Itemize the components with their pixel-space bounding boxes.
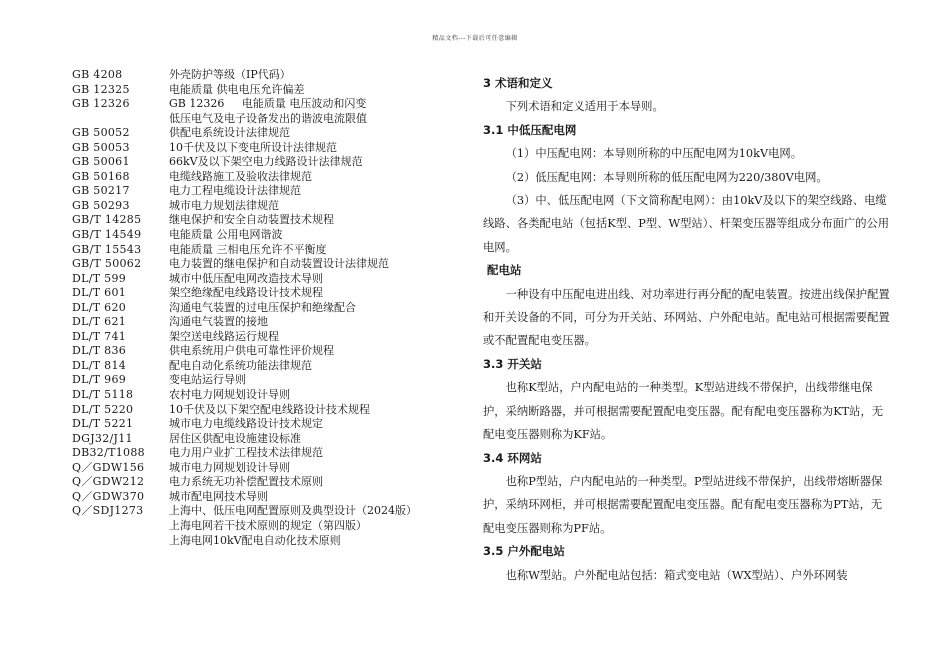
standard-code — [72, 534, 169, 549]
paragraph: 也称W型站。户外配电站包括：箱式变电站（WX型站）、户外环网装 — [505, 568, 848, 582]
standards-list — [72, 68, 462, 548]
standard-title: 上海电网若干技术原则的规定（第四版） — [169, 518, 367, 532]
standard-title: 城市电力规划法律规范 — [169, 198, 279, 212]
standard-row — [72, 330, 462, 345]
standard-title: 架空绝缘配电线路设计技术规程 — [169, 286, 323, 300]
standard-row — [72, 446, 462, 461]
standard-code: DL/T 741 — [72, 329, 127, 343]
standard-row — [72, 243, 462, 258]
standard-code: GB 12326 — [72, 97, 130, 111]
standard-title: 电力工程电缆设计法律规范 — [169, 184, 301, 198]
standard-code: Q／GDW370 — [72, 489, 145, 503]
section-heading: 3.5 户外配电站 — [483, 544, 565, 559]
standard-row — [72, 359, 462, 374]
standard-title: 电力装置的继电保护和自动装置设计法律规范 — [169, 257, 389, 271]
standard-code: Q／GDW156 — [72, 460, 145, 474]
standard-code: Q／SDJ1273 — [72, 504, 144, 518]
page-header: 精品文档---下载后可任意编辑 — [432, 35, 518, 42]
standard-row — [72, 388, 462, 403]
standard-code — [72, 519, 169, 534]
standard-title: 变电站运行导则 — [169, 373, 246, 387]
standard-title: 上海中、低压电网配置原则及典型设计（2024版） — [169, 504, 417, 518]
standard-code: GB 50053 — [72, 140, 130, 154]
standard-title: 供电系统用户供电可靠性评价规程 — [169, 344, 334, 358]
standard-code: GB/T 14285 — [72, 213, 142, 227]
standard-code: DL/T 601 — [72, 286, 127, 300]
standard-title: 城市电力电缆线路设计技术规定 — [169, 417, 323, 431]
standard-row — [72, 272, 462, 287]
standard-title: 10千伏及以下变电所设计法律规范 — [169, 140, 337, 154]
paragraph: （3）中、低压配电网（下文简称配电网）：由10kV及以下的架空线路、电缆线路、各类配电站（包括K型、P型、W型站）、杆架变压器等组成分布面广的公用电网。 — [483, 194, 890, 254]
standard-row — [72, 112, 462, 127]
standard-code: DL/T 814 — [72, 358, 127, 372]
standard-code: GB 50052 — [72, 126, 130, 140]
standard-title: 电力系统无功补偿配置技术原则 — [169, 475, 323, 489]
paragraph: （1）中压配电网：本导则所称的中压配电网为10kV电网。 — [505, 147, 802, 161]
standard-code: GB/T 50062 — [72, 257, 142, 271]
standard-code: GB 50293 — [72, 198, 130, 212]
standard-code: DL/T 969 — [72, 373, 127, 387]
paragraph: 下列术语和定义适用于本导则。 — [505, 100, 664, 114]
section-heading: 3.3 开关站 — [483, 356, 542, 371]
standard-title: 继电保护和安全自动装置技术规程 — [169, 213, 334, 227]
standard-title: 沟通电气装置的过电压保护和绝缘配合 — [169, 300, 356, 314]
standard-row — [72, 228, 462, 243]
standard-code — [72, 112, 169, 127]
paragraph: 也称P型站，户内配电站的一种类型。P型站进线不带保护，出线带熔断器保护，采纳环网柜，并可根据需要配置配电变压器。配有配电变压器称为PT站，无配电变压器则称为PF站。 — [483, 474, 883, 535]
standard-code: GB 50168 — [72, 169, 130, 183]
standard-code: DB32/T1088 — [72, 446, 145, 460]
standard-row — [72, 257, 462, 272]
standard-row — [72, 170, 462, 185]
standard-row — [72, 534, 462, 549]
standard-code: GB/T 15543 — [72, 242, 142, 256]
standard-code: DL/T 5118 — [72, 388, 134, 402]
standard-row — [72, 403, 462, 418]
standard-title: 居住区供配电设施建设标准 — [169, 431, 301, 445]
standard-row — [72, 155, 462, 170]
standard-title: 城市配电网技术导则 — [169, 489, 268, 503]
paragraph: 一种设有中压配电进出线、对功率进行再分配的配电装置。按进出线保护配置和开关设备的不同，可分为开关站、环网站、户外配电站。配电站可根据需要配置或不配置配电变压器。 — [483, 287, 890, 348]
standard-title: 电能质量 供电电压允许偏差 — [169, 82, 305, 96]
standard-row — [72, 68, 462, 83]
standard-row — [72, 126, 462, 141]
standard-code: Q／GDW212 — [72, 475, 145, 489]
standard-title: 10千伏及以下架空配电线路设计技术规程 — [169, 402, 370, 416]
standard-row — [72, 141, 462, 156]
standard-title: 低压电气及电子设备发出的谐波电流限值 — [169, 111, 367, 125]
standard-title: GB 12326 电能质量 电压波动和闪变 — [169, 97, 367, 111]
standard-code: DL/T 621 — [72, 315, 127, 329]
paragraph: 也称K型站，户内配电站的一种类型。K型站进线不带保护，出线带继电保护，采纳断路器，并可根据需要配置配电变压器。配有配电变压器称为KT站，无配电变压器则称为KF站。 — [483, 381, 884, 442]
standard-title: 农村电力网规划设计导则 — [169, 388, 290, 402]
standard-title: 电力用户业扩工程技术法律规范 — [169, 446, 323, 460]
standard-code: DL/T 5220 — [72, 402, 134, 416]
standard-row — [72, 199, 462, 214]
standard-title: 电能质量 三相电压允许不平衡度 — [169, 242, 327, 256]
standard-row — [72, 519, 462, 534]
standard-row — [72, 504, 462, 519]
standard-row — [72, 97, 462, 112]
standard-code: GB 4208 — [72, 68, 123, 81]
standard-title: 供配电系统设计法律规范 — [169, 126, 290, 140]
standard-code: DL/T 620 — [72, 300, 127, 314]
standard-code: GB 50061 — [72, 155, 130, 169]
standard-code: DL/T 5221 — [72, 417, 134, 431]
standard-row — [72, 461, 462, 476]
standard-row — [72, 286, 462, 301]
terms-section — [483, 72, 893, 587]
section-heading: 3 术语和定义 — [483, 76, 553, 90]
standard-row — [72, 475, 462, 490]
standard-row — [72, 213, 462, 228]
standard-row — [72, 83, 462, 98]
standard-title: 架空送电线路运行规程 — [169, 329, 279, 343]
section-heading: 3.4 环网站 — [483, 450, 542, 465]
standard-code: GB 50217 — [72, 184, 130, 198]
standard-title: 配电自动化系统功能法律规范 — [169, 358, 312, 372]
standard-row — [72, 490, 462, 505]
standard-code: DGJ32/J11 — [72, 431, 133, 445]
standard-title: 66kV及以下架空电力线路设计法律规范 — [169, 155, 363, 169]
standard-row — [72, 184, 462, 199]
standard-code: DL/T 599 — [72, 271, 127, 285]
standard-title: 沟通电气装置的接地 — [169, 315, 268, 329]
standard-row — [72, 301, 462, 316]
standard-title: 城市电力网规划设计导则 — [169, 460, 290, 474]
standard-title: 电能质量 公用电网谐波 — [169, 228, 283, 242]
standard-row — [72, 432, 462, 447]
standard-title: 外壳防护等级（IP代码） — [169, 68, 291, 81]
section-heading: 配电站 — [487, 263, 522, 278]
standard-row — [72, 373, 462, 388]
standard-row — [72, 315, 462, 330]
standard-code: GB/T 14549 — [72, 228, 142, 242]
standard-title: 电缆线路施工及验收法律规范 — [169, 169, 312, 183]
standard-row — [72, 344, 462, 359]
standard-row — [72, 417, 462, 432]
paragraph: （2）低压配电网：本导则所称的低压配电网为220/380V电网。 — [505, 170, 828, 184]
standard-title: 上海电网10kV配电自动化技术原则 — [169, 533, 341, 547]
section-heading: 3.1 中低压配电网 — [483, 122, 577, 137]
standard-title: 城市中低压配电网改造技术导则 — [169, 271, 323, 285]
standard-code: GB 12325 — [72, 82, 130, 96]
standard-code: DL/T 836 — [72, 344, 127, 358]
